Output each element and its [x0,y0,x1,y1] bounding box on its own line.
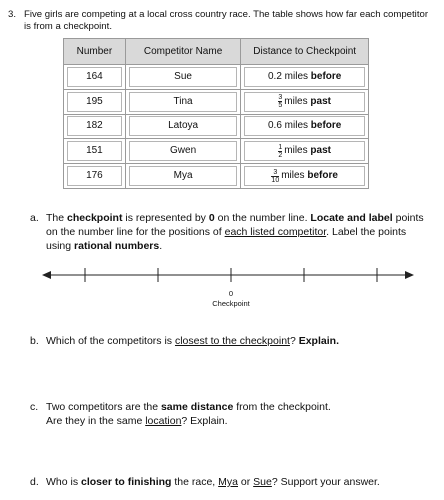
question-b-text: Which of the competitors is closest to the checkpoint? Explain. [46,335,339,347]
table-row [64,65,369,90]
competitor-table [63,38,369,189]
cell-number: 182 [67,116,122,136]
question-letter: b. [30,335,39,347]
cell-name: Gwen [129,141,238,161]
problem-intro [8,9,438,33]
header-competitor-name: Competitor Name [125,39,241,65]
question-b [30,334,430,348]
number-line [40,263,416,289]
checkpoint-label [200,289,262,309]
intro-line-2: is from a checkpoint. [24,21,112,32]
question-letter: c. [30,401,39,413]
header-number: Number [64,39,126,65]
fraction: $\frac{3}{10}$ [271,168,280,184]
question-letter: a. [30,212,39,224]
question-d-text: Who is closer to finishing the race, Mya or Sue? Support your answer. [46,476,380,488]
cell-number: 164 [67,67,122,87]
question-d [30,475,430,489]
question-letter: d. [30,476,39,488]
cell-number: 151 [67,141,122,161]
cell-number: 195 [67,92,122,112]
cell-distance: $\frac{1}{2}$ miles past [244,141,365,161]
question-c [30,400,430,428]
cell-name: Tina [129,92,238,112]
question-a [30,211,430,253]
question-c-text: Two competitors are the same distance from the checkpoint. Are they in the same location? Explain. [46,401,331,427]
intro-line-1: Five girls are competing at a local cross country race. The table shows how far each competitor [24,9,429,20]
table-row [64,114,369,139]
cell-distance: $\frac{3}{5}$ miles past [244,92,365,112]
cell-name: Mya [129,166,238,186]
problem-number: 3. [8,9,17,20]
cell-name: Latoya [129,116,238,136]
left-arrow-icon [42,271,51,279]
table-header-row [64,39,369,65]
table-row [64,139,369,164]
right-arrow-icon [405,271,414,279]
cell-number: 176 [67,166,122,186]
fraction: $\frac{3}{5}$ [278,94,283,110]
cell-distance: $\frac{3}{10}$ miles before [244,166,365,186]
cell-distance: 0.2 miles before [244,67,365,87]
zero-label: 0 [228,289,234,298]
header-distance: Distance to Checkpoint [241,39,369,65]
question-a-text: The checkpoint is represented by 0 on the number line. Locate and label points on the number line for the positions of each listed competitor. Label the points using rational numbers. [46,212,424,252]
fraction: $\frac{1}{2}$ [278,143,283,159]
table-row [64,164,369,189]
cell-distance: 0.6 miles before [244,116,365,136]
table-row [64,89,369,114]
checkpoint-text: Checkpoint [212,299,250,308]
cell-name: Sue [129,67,238,87]
